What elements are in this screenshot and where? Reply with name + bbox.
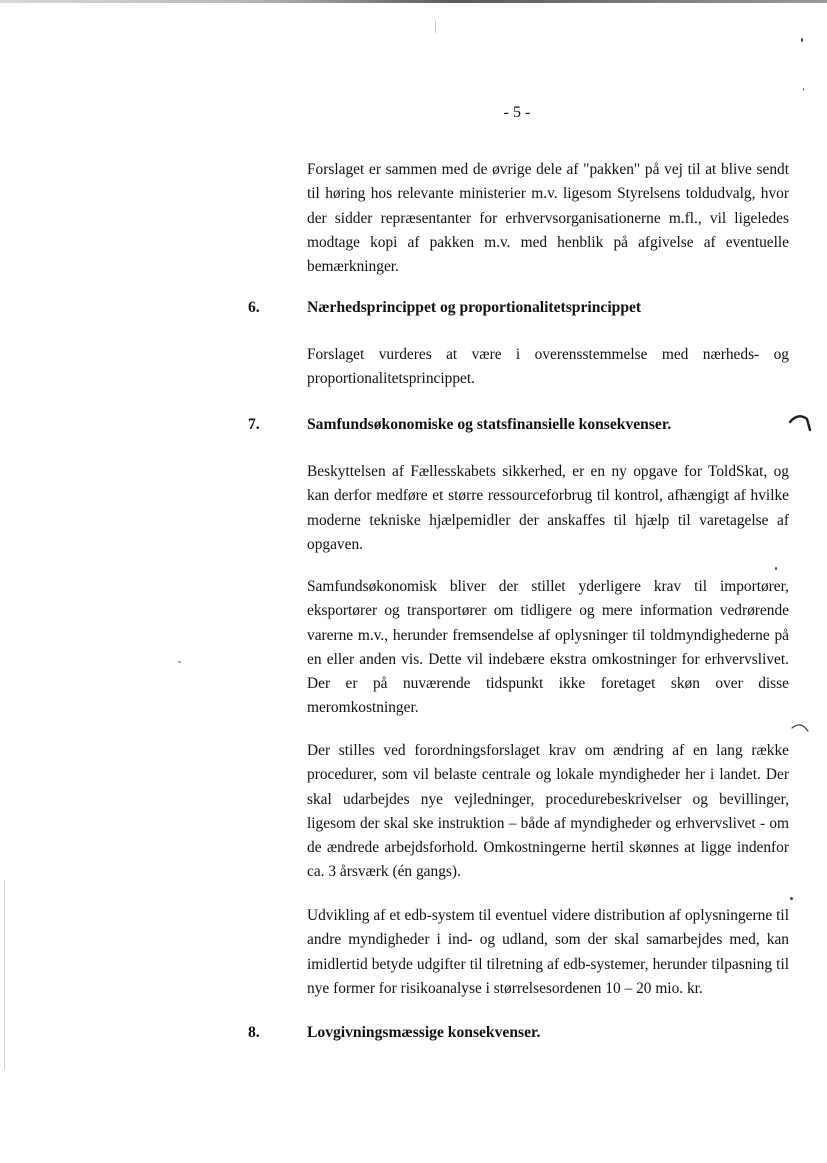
section-8-title: Lovgivningsmæssige konsekvenser. [307,1024,541,1041]
scan-left-edge [4,880,5,1070]
page-number: - 5 - [503,104,531,121]
section-8-number: 8. [248,1024,260,1041]
section-6-number: 6. [248,299,260,316]
section-6-title: Nærhedsprincippet og proportionalitetsprincippet [307,299,642,316]
scan-speck [801,38,803,42]
section-7-number: 7. [248,416,260,433]
section-7-paragraph-1: Beskyttelsen af Fællesskabets sikkerhed, er en ny opgave for ToldSkat, og kan derfor medføre et større ressourceforbrug til kontrol, afhængigt af hvilke moderne tekniske hjælpemidler der anskaffes til hjælp til varetagelse af opgaven. [307,463,789,553]
pen-mark-icon [790,722,812,738]
scan-speck [803,88,804,91]
intro-paragraph: Forslaget er sammen med de øvrige dele af "pakken" på vej til at blive sendt til høring hos relevante ministerier m.v. ligesom Styrelsens toldudvalg, hvor der sidder repræsentanter for erhvervsorganisationerne m.fl., vil ligeledes modtage kopi af pakken m.v. med henblik på afgivelse af eventuelle bemærkninger. [307,161,789,276]
section-7-title: Samfundsøkonomiske og statsfinansielle konsekvenser. [307,416,672,433]
scan-speck [178,661,181,663]
pen-mark-icon [788,413,814,435]
section-7-paragraph-3: Der stilles ved forordningsforslaget krav om ændring af en lang række procedurer, som vil belaste centrale og lokale myndigheder her i landet. Der skal udarbejdes nye vejledninger, procedurebeskrivelser og bevillinger, ligesom der skal ske instruktion – både af myndigheder og erhvervslivet - om de ændrede arbejdsforhold. Omkostningerne hertil skønnes at ligge indenfor ca. 3 årsværk (én gangs). [307,742,789,881]
scan-speck [435,20,436,34]
section-6-paragraph-1: Forslaget vurderes at være i overensstemmelse med nærheds- og proportionalitetsprincippet. [307,346,789,388]
scan-speck [790,897,793,900]
scan-top-edge [0,0,827,3]
section-7-paragraph-4: Udvikling af et edb-system til eventuel videre distribution af oplysningerne til andre myndigheder i ind- og udland, som der skal samarbejdes med, kan imidlertid betyde udgifter til tilretning af edb-systemer, herunder tilpasning til nye former for risikoanalyse i størrelsesordenen 10 – 20 mio. kr. [307,907,789,997]
section-7-paragraph-2: Samfundsøkonomisk bliver der stillet yderligere krav til importører, eksportører og transportører om tidligere og mere information vedrørende varerne m.v., herunder fremsendelse af oplysninger til toldmyndighederne på en eller anden vis. Dette vil indebære ekstra omkostninger for erhvervslivet. Der er på nuværende tidspunkt ikke foretaget skøn over disse meromkostninger. [307,578,789,717]
scan-speck [775,567,777,570]
